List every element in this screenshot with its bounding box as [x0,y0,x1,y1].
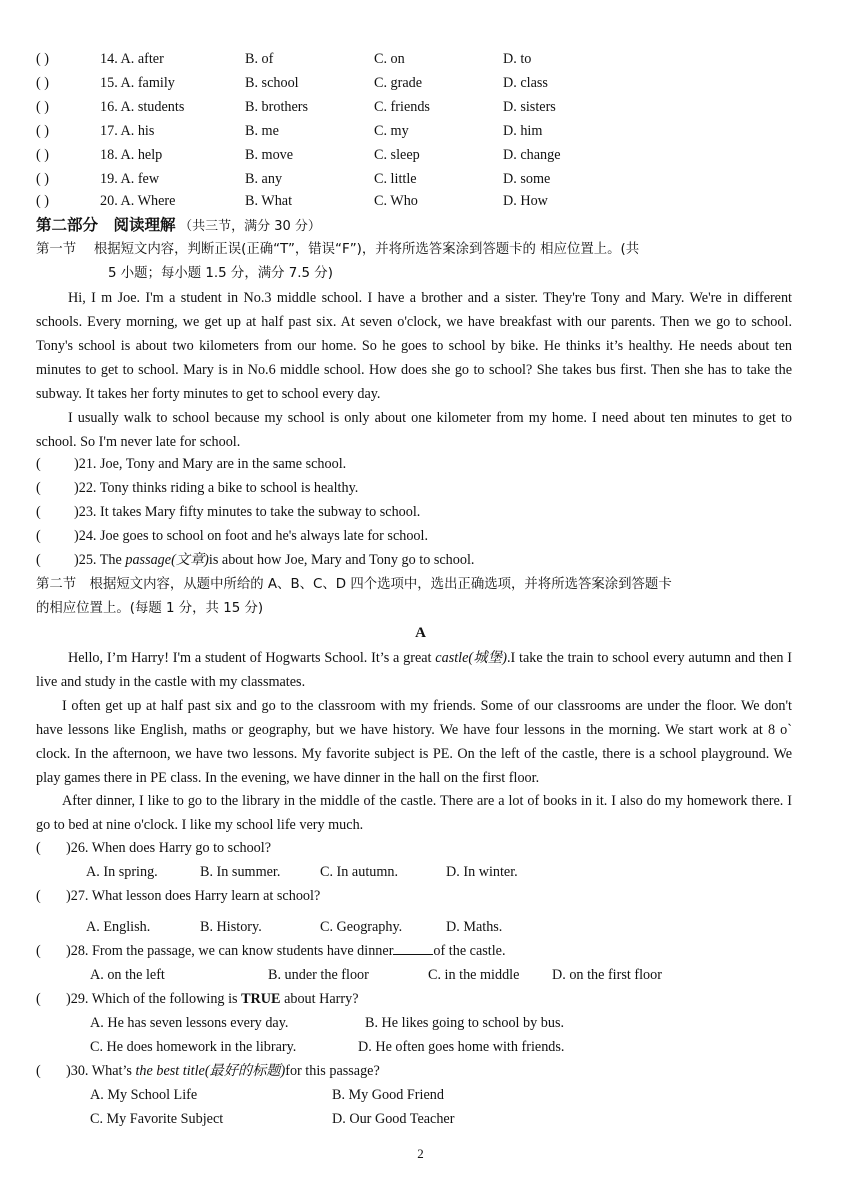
option-c: C. My Favorite Subject [90,1111,224,1127]
question-text: )27. What lesson does Harry learn at school? [66,888,321,904]
question-text: )30. What’s the best title(最好的标题)for this passage? [66,1063,380,1079]
option-d: D. Maths. [446,919,503,935]
option-a: 20. A. Where [100,193,176,209]
option-c: C. on [374,51,405,67]
answer-paren: ( ) [36,51,49,67]
option-a: A. He has seven lessons every day. [90,1015,289,1031]
answer-paren: ( [36,943,41,959]
section2-instruction-cont: 的相应位置上。(每题 1 分，共 15 分) [36,601,264,616]
page-number: 2 [417,1146,424,1161]
option-c: C. grade [374,75,423,91]
answer-paren: ( ) [36,99,49,115]
option-a: 14. A. after [100,51,164,67]
answer-paren: ( [36,888,41,904]
option-b: B. any [245,171,283,187]
mc-question [36,1060,380,1082]
option-d: D. him [503,123,543,139]
question-text: )22. Tony thinks riding a bike to school is healthy. [74,480,359,496]
answer-blank [393,940,433,955]
option-d: D. on the first floor [552,967,662,983]
option-a: A. English. [86,919,151,935]
passageA-paragraph: Hello, I’m Harry! I'm a student of Hogwarts School. It’s a great castle(城堡).I take the train to school every autumn and then I live and study in the castle with my classmates. [36,650,792,690]
option-d: D. to [503,51,532,67]
option-c: C. little [374,171,417,187]
section1-instruction-cont: 5 小题；每小题 1.5 分，满分 7.5 分) [108,266,333,281]
tf-question [36,525,429,547]
option-d: D. sisters [503,99,556,115]
part-note: （共三节，满分 30 分） [179,219,321,234]
option-a: A. In spring. [86,864,158,880]
tf-question [36,453,347,475]
answer-paren: ( ) [36,75,49,91]
tf-question [36,501,421,523]
option-b: B. me [245,123,279,139]
mc-question [36,885,321,907]
option-a: 18. A. help [100,147,163,163]
answer-paren: ( [36,840,41,856]
option-a: 16. A. students [100,99,185,115]
part-heading [36,214,321,238]
question-text: )29. Which of the following is TRUE about Harry? [66,991,359,1007]
answer-paren: ( ) [36,193,49,209]
option-a: A. on the left [90,967,165,983]
passageA-paragraph: After dinner, I like to go to the library in the middle of the castle. There are a lot of books in it. I also do my homework there. I go to bed at nine o'clock. I like my school life very much. [36,793,792,833]
question-text: )28. From the passage, we can know students have dinner of the castle. [66,940,506,962]
tf-question [36,549,475,571]
passage-label: A [415,625,426,641]
passage1-paragraph: I usually walk to school because my school is only about one kilometer from my home. I need about ten minutes to get to school. So I'm never late for school. [36,410,792,450]
answer-paren: ( [36,552,41,568]
answer-paren: ( [36,1063,41,1079]
option-d: D. change [503,147,561,163]
option-c: C. Who [374,193,418,209]
answer-paren: ( ) [36,123,49,139]
option-b: B. move [245,147,294,163]
passage1-paragraph: Hi, I m Joe. I'm a student in No.3 middle school. I have a brother and a sister. They're Tony and Mary. We're in different schools. Every morning, we get up at half past six. At seven o'clock, we have breakfast with our parents. Then we go to school. Tony's school is about two kilometers from our home. So he goes to school by bike. He thinks it’s healthy. He needs about ten minutes to get to school. Mary is in No.6 middle school. How does she go to school? She takes bus first. Then she has to take the subway. It takes her forty minutes to get to school every day. [36,290,792,402]
answer-paren: ( [36,528,41,544]
option-b: B. school [245,75,299,91]
question-text: )25. The passage(文章)is about how Joe, Mary and Tony go to school. [74,552,475,568]
option-b: B. What [245,193,293,209]
option-c: C. my [374,123,409,139]
mc-question [36,837,272,859]
option-a: 15. A. family [100,75,175,91]
option-d: D. How [503,193,548,209]
option-d: D. In winter. [446,864,518,880]
mc-question [36,940,506,962]
question-text: )23. It takes Mary fifty minutes to take the subway to school. [74,504,421,520]
question-text: )24. Joe goes to school on foot and he's always late for school. [74,528,429,544]
option-b: B. He likes going to school by bus. [365,1015,565,1031]
option-d: D. some [503,171,551,187]
option-c: C. Geography. [320,919,403,935]
option-b: B. brothers [245,99,309,115]
option-b: B. of [245,51,274,67]
tf-question [36,477,359,499]
option-c: C. friends [374,99,430,115]
part-title: 第二部分 阅读理解 [36,216,176,234]
option-b: B. My Good Friend [332,1087,444,1103]
option-a: A. My School Life [90,1087,198,1103]
answer-paren: ( [36,480,41,496]
passageA-paragraph: I often get up at half past six and go to the classroom with my friends. Some of our classrooms are under the floor. We don't have lessons like English, maths or geography, but we have history. We have four lessons in the morning. We start work at 8 o` clock. In the afternoon, we have two lessons. My favorite subject is PE. On the left of the castle, there is a school playground. We play games there in PE class. In the evening, we have dinner in the hall on the first floor. [36,698,792,786]
answer-paren: ( [36,456,41,472]
answer-paren: ( ) [36,147,49,163]
option-b: B. History. [200,919,262,935]
option-b: B. In summer. [200,864,281,880]
question-text: )26. When does Harry go to school? [66,840,272,856]
option-c: C. In autumn. [320,864,399,880]
option-a: 19. A. few [100,171,160,187]
answer-paren: ( ) [36,171,49,187]
option-d: D. Our Good Teacher [332,1111,455,1127]
answer-paren: ( [36,504,41,520]
option-a: 17. A. his [100,123,155,139]
question-text: )21. Joe, Tony and Mary are in the same school. [74,456,347,472]
option-c: C. He does homework in the library. [90,1039,297,1055]
mc-question [36,988,359,1010]
option-c: C. sleep [374,147,420,163]
option-c: C. in the middle [428,967,520,983]
section1-instruction: 第一节 根据短文内容，判断正误(正确“T”，错误“F”)，并将所选答案涂到答题卡的 相应位置上。(共 [36,242,640,257]
option-d: D. He often goes home with friends. [358,1039,565,1055]
answer-paren: ( [36,991,41,1007]
option-d: D. class [503,75,548,91]
section2-instruction: 第二节 根据短文内容，从题中所给的 A、B、C、D 四个选项中，选出正确选项，并将所选答案涂到答题卡 [36,577,672,592]
option-b: B. under the floor [268,967,369,983]
